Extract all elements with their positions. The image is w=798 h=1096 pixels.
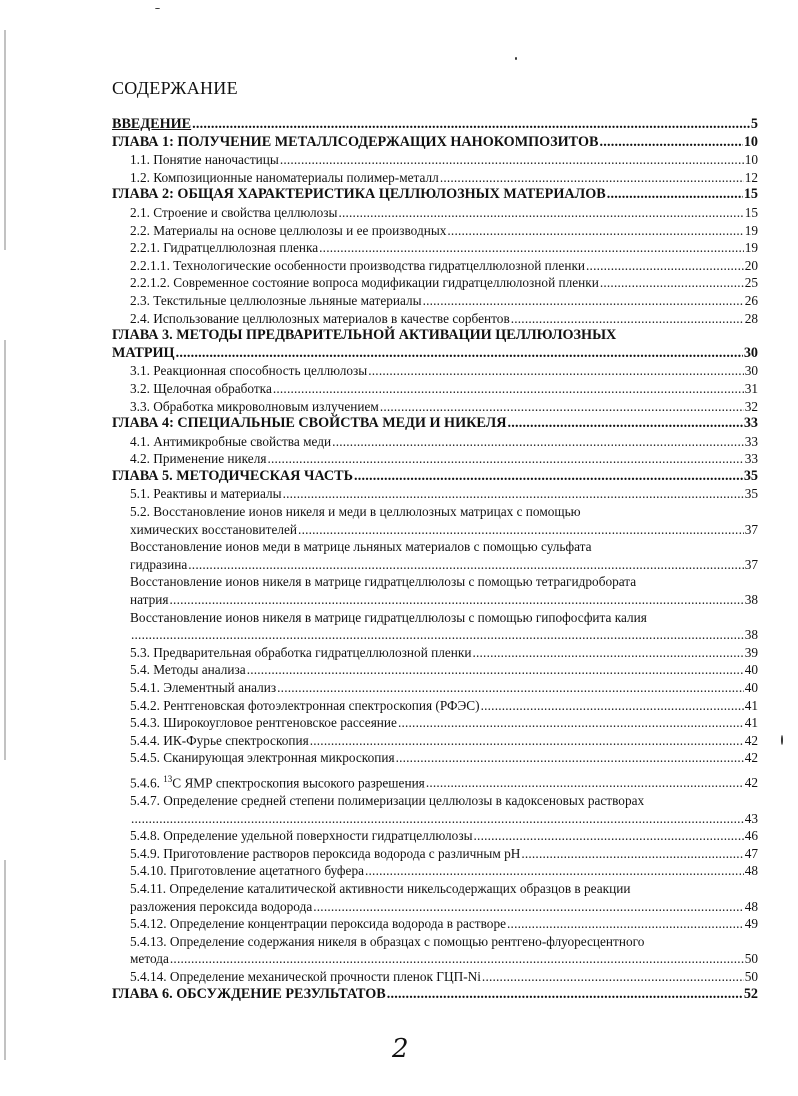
toc-entry-page: 31 (744, 380, 758, 396)
toc-entry (112, 503, 758, 538)
toc-entry (112, 292, 758, 310)
toc-entry-page: 38 (744, 592, 758, 608)
toc-entry-title: ГЛАВА 5. МЕТОДИЧЕСКАЯ ЧАСТЬ (112, 467, 353, 484)
toc-entry (112, 485, 758, 503)
toc-entry-title: 5.4.12. Определение концентрации пероксида водорода в растворе (130, 916, 507, 932)
toc-entry-title-cont: химических восстановителей (130, 521, 298, 537)
toc-entry-page: 33 (743, 415, 758, 432)
toc-entry-title: Восстановление ионов меди в матрице льняных материалов с помощью сульфата (130, 539, 592, 555)
toc-entry (112, 732, 758, 750)
toc-entry (112, 116, 758, 134)
toc-entry (112, 362, 758, 380)
toc-entry-title: 5.4.3. Широкоугловое рентгеновское рассеяние (130, 715, 397, 731)
toc-entry-title: 5.4.14. Определение механической прочности пленок ГЦП-Ni (130, 968, 481, 984)
toc-entry-title: 5.2. Восстановление ионов никеля и меди в целлюлозных матрицах с помощью (130, 504, 581, 520)
toc-entry-title: 2.2.1.2. Современное состояние вопроса модификации гидратцеллюлозной пленки (130, 275, 599, 291)
toc-entry (112, 609, 758, 644)
toc-entry-title: 5.1. Реактивы и материалы (130, 486, 282, 502)
toc-entry-page: 30 (743, 344, 758, 361)
toc-entry-title: 5.4.7. Определение средней степени полимеризации целлюлозы в кадоксеновых растворах (130, 792, 645, 808)
toc-entry-title: 1.2. Композиционные наноматериалы полимер-металл (130, 169, 439, 185)
toc-entry (112, 169, 758, 187)
toc-entry-title: 5.4.11. Определение каталитической активности никельсодержащих образцов в реакции (130, 880, 631, 896)
toc-entry (112, 327, 758, 362)
toc-entry-page: 48 (744, 898, 758, 914)
toc-entry-title: ВВЕДЕНИЕ (112, 116, 192, 132)
toc-entry-title: 2.2.1. Гидратцеллюлозная пленка (130, 240, 319, 256)
toc-entry-title: С ЯМР спектроскопия высокого разрешения (172, 775, 425, 791)
toc-entry-title: 5.4.8. Определение удельной поверхности гидратцеллюлозы (130, 828, 473, 844)
toc-entry-title: 5.4. Методы анализа (130, 662, 246, 678)
toc-entry-title: 5.4.5. Сканирующая электронная микроскопия (130, 750, 395, 766)
toc-entry-page: 20 (744, 257, 758, 273)
toc-entry-page: 47 (744, 845, 758, 861)
toc-entry-page: 46 (744, 828, 758, 844)
toc-entry-title: 1.1. Понятие наночастицы (130, 152, 279, 168)
toc-entry (112, 310, 758, 328)
toc-entry (112, 933, 758, 968)
toc-entry-title-cont: натрия (130, 592, 169, 608)
table-of-contents (112, 116, 758, 1003)
toc-entry-page: 30 (744, 363, 758, 379)
toc-entry-page: 48 (744, 863, 758, 879)
scan-edge-shadow (4, 30, 6, 250)
toc-entry-page: 52 (743, 985, 758, 1002)
toc-entry (112, 573, 758, 608)
toc-entry-number: 5.4.6. (130, 775, 160, 791)
toc-entry-title-cont: МАТРИЦ (112, 344, 175, 361)
toc-entry (112, 771, 758, 792)
toc-entry (112, 661, 758, 679)
toc-entry-page: 10 (744, 152, 758, 168)
toc-entry-page: 49 (744, 916, 758, 932)
toc-entry-page: 41 (744, 715, 758, 731)
toc-entry (112, 415, 758, 433)
toc-entry-page: 39 (744, 644, 758, 660)
toc-entry-page: 40 (744, 680, 758, 695)
toc-entry-title: 5.4.4. ИК-Фурье спектроскопия (130, 732, 309, 748)
scan-speck (515, 57, 517, 60)
toc-entry (112, 986, 758, 1004)
toc-entry (112, 274, 758, 292)
toc-entry (112, 862, 758, 880)
toc-entry-page: 35 (744, 486, 758, 502)
toc-entry-title: 3.2. Щелочная обработка (130, 380, 272, 396)
toc-entry-title-cont: разложения пероксида водорода (130, 898, 313, 914)
toc-entry (112, 714, 758, 732)
toc-entry (112, 468, 758, 486)
toc-entry-page: 37 (744, 521, 758, 537)
toc-entry (112, 239, 758, 257)
toc-entry-title: 2.4. Использование целлюлозных материалов в качестве сорбентов (130, 310, 510, 326)
toc-entry (112, 792, 758, 827)
toc-entry (112, 134, 758, 152)
toc-entry (112, 749, 758, 767)
toc-entry (112, 827, 758, 845)
toc-entry-title: Восстановление ионов никеля в матрице гидратцеллюлозы с помощью гипофосфита калия (130, 609, 647, 625)
toc-entry-page: 50 (744, 951, 758, 967)
toc-entry-title: 5.4.13. Определение содержания никеля в образцах с помощью рентгено-флуоресцентного (130, 933, 645, 949)
page-title: СОДЕРЖАНИЕ (112, 78, 238, 98)
toc-entry-title: 2.1. Строение и свойства целлюлозы (130, 204, 338, 220)
toc-entry-title: 5.3. Предварительная обработка гидратцеллюлозной пленки (130, 644, 472, 660)
toc-entry-title: 2.3. Текстильные целлюлозные льняные материалы (130, 292, 422, 308)
toc-entry (112, 257, 758, 275)
toc-entry-title: 4.1. Антимикробные свойства меди (130, 433, 332, 449)
toc-entry-page: 15 (744, 204, 758, 220)
toc-entry-page: 42 (744, 775, 758, 791)
toc-entry (112, 845, 758, 863)
toc-entry-title: ГЛАВА 6. ОБСУЖДЕНИЕ РЕЗУЛЬТАТОВ (112, 985, 386, 1002)
toc-entry-title: 2.2.1.1. Технологические особенности производства гидратцеллюлозной пленки (130, 257, 586, 273)
toc-entry-page: 42 (744, 750, 758, 766)
toc-entry-title: ГЛАВА 2: ОБЩАЯ ХАРАКТЕРИСТИКА ЦЕЛЛЮЛОЗНЫХ МАТЕРИАЛОВ (112, 186, 606, 203)
toc-entry (112, 398, 758, 416)
toc-entry-page: 35 (743, 467, 758, 484)
scan-speck (155, 8, 160, 9)
toc-entry-page: 19 (744, 222, 758, 238)
toc-entry (112, 915, 758, 933)
toc-entry-page: 32 (744, 398, 758, 414)
toc-entry-title: 3.1. Реакционная способность целлюлозы (130, 363, 368, 379)
toc-entry-page: 5 (750, 116, 758, 132)
toc-entry (112, 450, 758, 468)
toc-entry (112, 433, 758, 451)
toc-entry-title: 5.4.10. Приготовление ацетатного буфера (130, 863, 364, 879)
toc-entry-title: 5.4.2. Рентгеновская фотоэлектронная спектроскопия (РФЭС) (130, 697, 480, 713)
toc-entry (112, 880, 758, 915)
toc-entry-page: 10 (743, 133, 758, 150)
toc-entry-page: 38 (744, 627, 758, 643)
toc-entry-title: ГЛАВА 3. МЕТОДЫ ПРЕДВАРИТЕЛЬНОЙ АКТИВАЦИИ ЦЕЛЛЮЛОЗНЫХ (112, 327, 617, 344)
toc-entry (112, 380, 758, 398)
toc-entry-title-cont: гидразина (130, 556, 188, 572)
scan-speck (781, 735, 783, 745)
toc-entry (112, 968, 758, 986)
toc-entry-page: 41 (744, 697, 758, 713)
toc-entry-page: 40 (744, 662, 758, 678)
handwritten-page-number: 2 (392, 1034, 409, 1064)
toc-entry (112, 151, 758, 169)
toc-entry (112, 538, 758, 573)
toc-entry-title: 5.4.1. Элементный анализ (130, 680, 277, 695)
toc-entry-page: 15 (743, 186, 758, 203)
toc-entry-page: 19 (744, 240, 758, 256)
superscript-isotope: 13 (163, 773, 173, 784)
toc-entry (112, 186, 758, 204)
toc-entry-page: 12 (744, 169, 758, 185)
toc-entry-page: 43 (744, 810, 758, 826)
toc-entry-page: 37 (744, 556, 758, 572)
toc-entry-page: 25 (744, 275, 758, 291)
scan-edge-shadow (4, 860, 6, 1060)
toc-entry (112, 204, 758, 222)
toc-entry-page: 50 (744, 968, 758, 984)
toc-entry-title: 2.2. Материалы на основе целлюлозы и ее производных (130, 222, 447, 238)
toc-entry-page: 33 (744, 451, 758, 467)
toc-entry (112, 644, 758, 662)
toc-entry-title: 5.4.9. Приготовление растворов пероксида водорода с различным pH (130, 845, 521, 861)
toc-entry-page: 26 (744, 292, 758, 308)
toc-entry-title: ГЛАВА 4: СПЕЦИАЛЬНЫЕ СВОЙСТВА МЕДИ И НИКЕЛЯ (112, 415, 507, 432)
toc-entry-title: 3.3. Обработка микроволновым излучением (130, 398, 379, 414)
toc-entry-page: 28 (744, 310, 758, 326)
scan-edge-shadow (4, 340, 6, 760)
toc-entry-page: 33 (744, 433, 758, 449)
toc-entry-title-cont: метода (130, 951, 169, 967)
toc-entry (112, 679, 758, 697)
toc-entry-page: 42 (744, 732, 758, 748)
toc-entry-title: 4.2. Применение никеля (130, 451, 267, 467)
toc-entry-title: ГЛАВА 1: ПОЛУЧЕНИЕ МЕТАЛЛСОДЕРЖАЩИХ НАНОКОМПОЗИТОВ (112, 133, 599, 150)
toc-entry (112, 697, 758, 715)
toc-entry (112, 222, 758, 240)
toc-entry-title: Восстановление ионов никеля в матрице гидратцеллюлозы с помощью тетрагидробората (130, 574, 637, 590)
